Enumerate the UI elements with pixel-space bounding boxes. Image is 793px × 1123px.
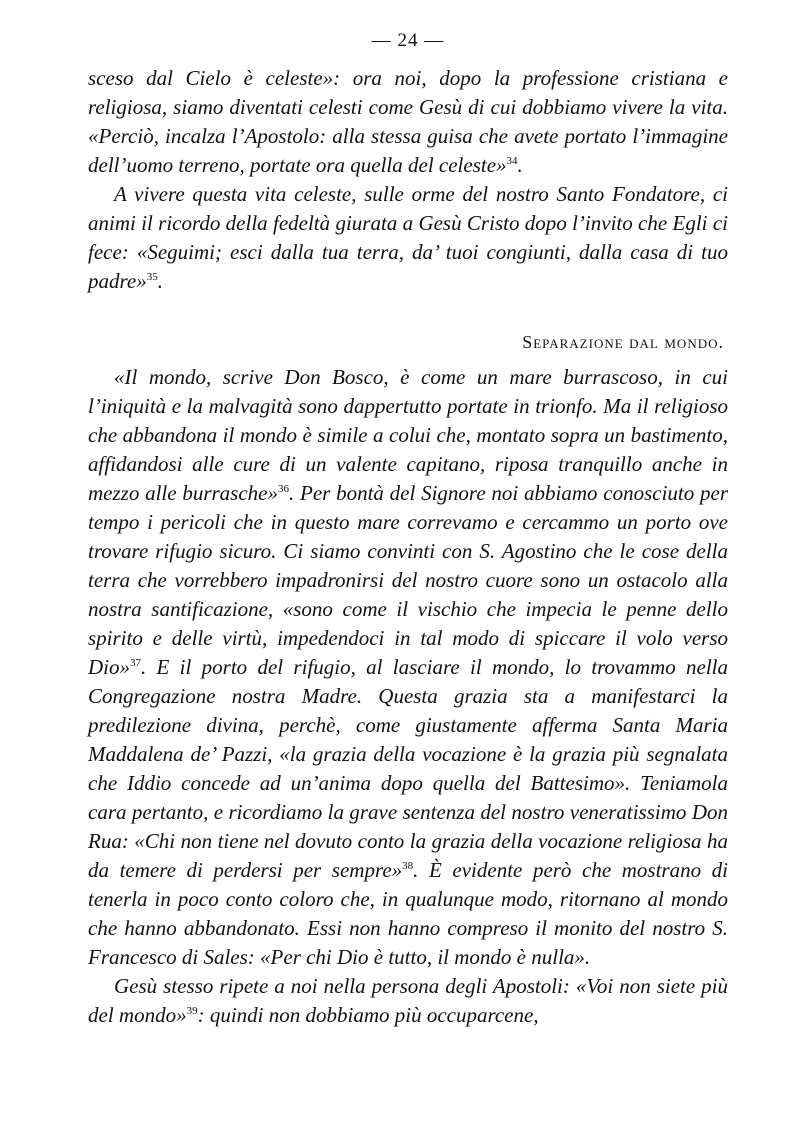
- paragraph-text: Gesù stesso ripete a noi nella persona degli Apostoli: «Voi non siete più del mondo»: [88, 974, 728, 1027]
- paragraph-text: : quindi non dobbiamo più occuparcene,: [197, 1003, 539, 1027]
- footnote-ref-37: 37: [130, 657, 141, 669]
- paragraph-text: .: [517, 153, 523, 177]
- page-number: — 24 —: [371, 30, 445, 51]
- paragraph-text: . È evidente però che mostrano di tenerla in poco conto coloro che, in qualunque modo, ritornano al mondo che hanno abbandonato. Essi non hanno compreso il monito del nostro S. Francesco di Sales: «Per chi Dio è tutto, il mondo è nulla».: [88, 858, 728, 969]
- paragraph-3: [88, 363, 728, 972]
- paragraph-text: «Il mondo, scrive Don Bosco, è come un mare burrascoso, in cui l’iniquità e la malvagità sono dappertutto portate in trionfo. Ma il religioso che abbandona il mondo è simile a colui che, montato sopra un bastimento, affidandosi alle cure di un valente capitano, riposa tranquillo anche in mezzo alle burrasche»: [88, 365, 728, 505]
- document-page: [88, 30, 728, 1030]
- paragraph-text: sceso dal Cielo è celeste»: ora noi, dopo la professione cristiana e religiosa, siamo diventati celesti come Gesù di cui dobbiamo vivere la vita. «Perciò, incalza l’Apostolo: alla stessa guisa che avete portato l’immagine dell’uomo terreno, portate ora quella del celeste»: [88, 66, 728, 177]
- footnote-ref-39: 39: [186, 1005, 198, 1017]
- paragraph-1: [88, 64, 728, 180]
- section-heading: Separazione dal mondo.: [522, 332, 724, 352]
- paragraph-text: . E il porto del rifugio, al lasciare il mondo, lo trovammo nella Congregazione nostra Madre. Questa grazia sta a manifestarci la predilezione divina, perchè, come giustamente afferma Santa Maria Maddalena de’ Pazzi, «la grazia della vocazione è la grazia più segnalata che Iddio concede ad un’anima dopo quella del Battesimo». Teniamola cara pertanto, e ricordiamo la grave sentenza del nostro veneratissimo Don Rua: «Chi non tiene nel dovuto conto la grazia della vocazione religiosa ha da temere di perdersi per sempre»: [88, 655, 728, 882]
- paragraph-text: A vivere questa vita celeste, sulle orme del nostro Santo Fondatore, ci animi il ricordo della fedeltà giurata a Gesù Cristo dopo l’invito che Egli ci fece: «Seguimi; esci dalla tua terra, da’ tuoi congiunti, dalla casa di tuo padre»: [88, 182, 728, 293]
- footnote-ref-38: 38: [402, 860, 414, 872]
- footnote-ref-35: 35: [146, 271, 158, 283]
- footnote-ref-34: 34: [506, 155, 518, 167]
- paragraph-4: [88, 972, 728, 1030]
- paragraph-2: [88, 180, 728, 296]
- footnote-ref-36: 36: [278, 483, 289, 495]
- paragraph-text: .: [157, 269, 163, 293]
- paragraph-text: . Per bontà del Signore noi abbiamo conosciuto per tempo i pericoli che in questo mare correvamo e cercammo un porto ove trovare rifugio sicuro. Ci siamo convinti con S. Agostino che le cose della terra che vorrebbero impadronirsi del nostro cuore sono un ostacolo alla nostra santificazione, «sono come il vischio che impecia le penne dello spirito e delle virtù, impedendoci in tal modo di spiccare il volo verso Dio»: [88, 481, 728, 679]
